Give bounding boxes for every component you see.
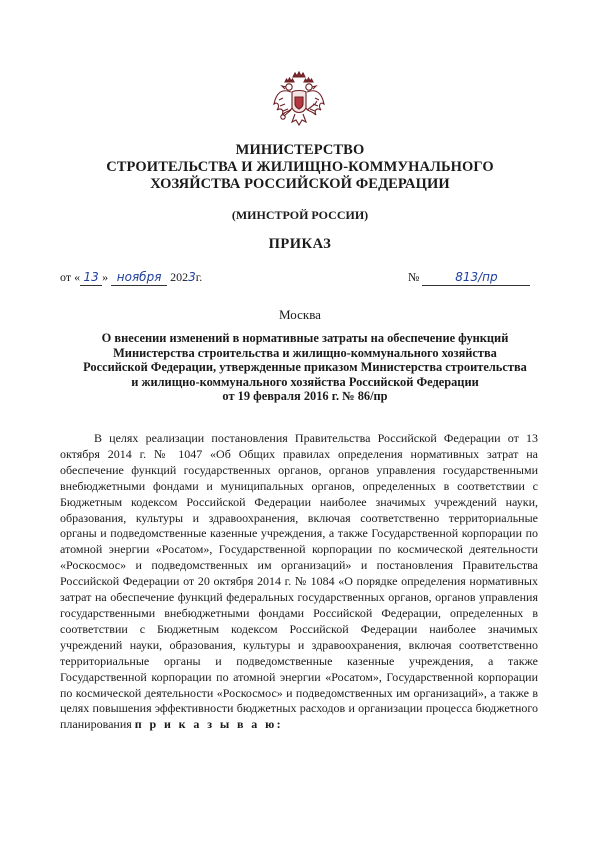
document-body	[60, 431, 538, 733]
document-number	[408, 270, 530, 286]
document-title	[70, 331, 540, 404]
ministry-short-name: (МИНСТРОЙ РОССИИ)	[231, 208, 369, 222]
city: Москва	[279, 307, 321, 322]
date-month-handwritten: ноября	[116, 270, 162, 284]
date-day-field	[80, 271, 102, 286]
title-line-5: от 19 февраля 2016 г. № 86/пр	[222, 389, 388, 404]
title-line-4: и жилищно-коммунального хозяйства Российской Федерации	[131, 374, 479, 389]
document-type: ПРИКАЗ	[268, 236, 332, 252]
date-day-close: »	[102, 270, 109, 284]
number-handwritten: 813/пр	[455, 270, 498, 284]
ministry-line-1: МИНИСТЕРСТВО	[235, 142, 365, 158]
order-word: п р и к а з ы в а ю:	[134, 717, 284, 732]
ministry-line-2: СТРОИТЕЛЬСТВА И ЖИЛИЩНО-КОММУНАЛЬНОГО	[106, 159, 494, 175]
ministry-name	[60, 142, 540, 193]
body-paragraph	[60, 431, 538, 733]
date-day-handwritten: 13	[83, 270, 99, 284]
date-suffix: г.	[195, 270, 203, 284]
title-line-3: Российской Федерации, утвержденные приказом Министерства строительства	[83, 360, 527, 375]
title-line-1: О внесении изменений в нормативные затраты на обеспечение функций	[101, 331, 509, 345]
number-sign: №	[408, 270, 420, 284]
title-line-2: Министерства строительства и жилищно-коммунального хозяйства	[113, 345, 497, 360]
date-month-field	[111, 271, 167, 286]
date-year-digit-handwritten: 3	[188, 270, 196, 284]
ministry-line-3: ХОЗЯЙСТВА РОССИЙСКОЙ ФЕДЕРАЦИИ	[150, 176, 450, 192]
date-prefix: от «	[60, 270, 81, 284]
date-year-prefix: 202	[170, 270, 189, 284]
document-date	[60, 270, 202, 286]
number-field	[422, 271, 530, 286]
coat-of-arms-emblem	[271, 70, 327, 132]
body-text: В целях реализации постановления Правительства Российской Федерации от 13 октября 2014 г. № 1047 «Об Общих правилах определения нормативных затрат на обеспечение функций государственных органов, органов управления государственными внебюджетными фондами и муниципальных органов, определенных в соответствии с Бюджетным кодексом Российской Федерации наиболее значимых учреждений науки, образования, культуры и здравоохранения, включая соответственно территориальные органы и подведомственные казенные учреждения, а также Государственной корпорации по атомной энергии «Росатом», Государственной корпорации по космической деятельности «Роскосмос» и подведомственных им организаций» и постановления Правительства Российской Федерации от 20 октября 2014 г. № 1084 «О порядке определения нормативных затрат на обеспечение функций федеральных государственных органов, органов управления государственными внебюджетными фондами Российской Федерации, определенных в соответствии с Бюджетным кодексом Российской Федерации наиболее значимых учреждений науки, образования, культуры и здравоохранения, включая соответственно территориальные органы и подведомственные казенные учреждения, а также Государственной корпорации по атомной энергии «Росатом», Государственной корпорации по космической деятельности «Роскосмос» и подведомственных им организаций», а также в целях повышения эффективности бюджетных расходов и организации процесса бюджетного планирования	[60, 431, 538, 732]
